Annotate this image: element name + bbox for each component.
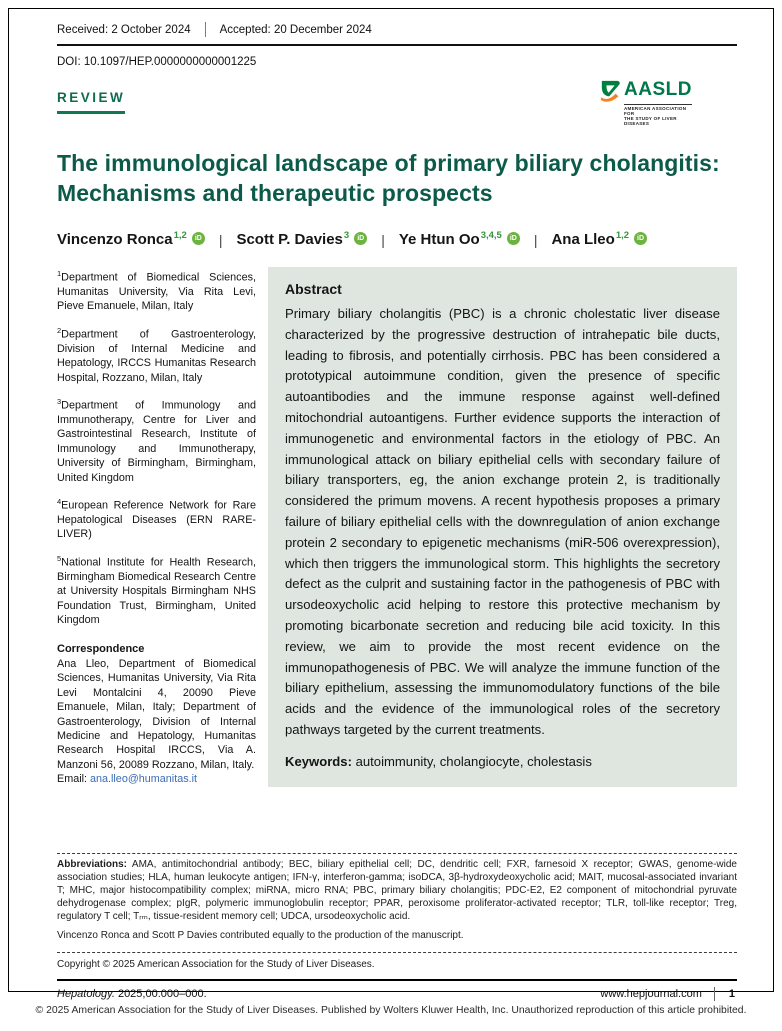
abbreviations-text: AMA, antimitochondrial antibody; BEC, biliary epithelial cell; DC, dendritic cell; FXR, farnesoid X receptor; GWAS, genome-wide association studies; HLA, human leukocyte antigen; IFN-γ, interferon-gamma; isoDCA, 3β-hydroxydeoxycholic acid; MAIT, mucosal-associated invariant T; MHC, major histocompatibility complex; miRNA, micro RNA; PBC, primary biliary cholangitis; PDC-E2, E2 component of mitochondrial pyruvate dehydrogenase complex; pIgR, polymeric immunoglobulin receptor; PPAR, peroxisome proliferator-activated receptor; TLR, toll-like receptor; Treg, regulatory T cell; Tᵣₘ, tissue-resident memory cell; UDCA, ursodeoxycholic acid. (57, 859, 737, 922)
publisher-notice: © 2025 American Association for the Study of Liver Diseases. Published by Wolters Kluwer Health, Inc. Unauthorized reproduction of this article prohibited. (35, 1005, 747, 1016)
orcid-icon[interactable]: iD (354, 232, 367, 245)
title-line-2: Mechanisms and therapeutic prospects (57, 180, 493, 206)
author-affiliation-sup: 1,2 (173, 230, 187, 241)
journal-footer-row (57, 987, 737, 1001)
author-separator: | (533, 231, 538, 248)
footer-rule (57, 979, 737, 982)
keywords-text: autoimmunity, cholangiocyte, cholestasis (351, 753, 592, 769)
contribution-note: Vincenzo Ronca and Scott P Davies contributed equally to the production of the manuscript. (57, 929, 464, 941)
author-name: Ana Lleo (551, 231, 615, 248)
author-name: Scott P. Davies (236, 231, 343, 248)
article-title (57, 148, 737, 208)
orcid-icon[interactable]: iD (634, 232, 647, 245)
author-affiliation-sup: 3,4,5 (480, 230, 502, 241)
affiliation-4 (57, 495, 256, 542)
abstract-heading: Abstract (285, 281, 342, 297)
affiliation-number: 5 (57, 553, 62, 563)
author-name: Ye Htun Oo (398, 231, 480, 248)
keywords-label: Keywords: (285, 753, 352, 769)
orcid-icon[interactable]: iD (192, 232, 205, 245)
page-number: 1 (728, 988, 735, 1001)
affiliation-5 (57, 552, 256, 628)
abstract-box (268, 267, 737, 787)
affiliation-text: European Reference Network for Rare Hepatological Diseases (ERN RARE-LIVER) (57, 499, 256, 541)
abstract-body: Primary biliary cholangitis (PBC) is a chronic cholestatic liver disease characterized by the progressive destruction of intrahepatic bile ducts, leading to fibrosis, and potentially cirrhosis. PBC has been considered a prototypical autoimmune condition, given the presence of specific autoantibodies and the immune response against well-defined mitochondrial autoantigens. Further evidence supports the interaction of immunogenetic and environmental factors in the etiology of PBC. An immunological attack on biliary epithelial cells with secondary failure of biliary transporters, eg, the anion exchange protein 2, is traditionally considered the primum movens. A recent hypothesis proposes a primary failure of biliary epithelial cells with the downregulation of anion exchange protein 2 secondary to epigenetic mechanisms (miR-506 overexpression), which then triggers the immunological storm. This highlights the secretory defect as the culprit and sustaining factor in the pathogenesis of PBC with ursodeoxycholic acid helping to restore this protective mechanism by promoting bicarbonate secretion and reducing bile acid toxicity. In this review, we aim to provide the most recent evidence on the immunopathogenesis of PBC. We will analyze the immune function of the biliary epithelium, assessing the immunomodulatory functions of the bile acids and the evidence of the immunological roles of the secretory pathways targeted by the current treatments. (285, 306, 720, 737)
affiliation-text: Department of Biomedical Sciences, Humanitas University, Via Rita Levi, Pieve Emanuele, Milan, Italy (57, 271, 256, 313)
footnote-dashed-rule-bottom (57, 952, 737, 953)
keywords-line (285, 754, 720, 769)
abbreviations-block (57, 859, 737, 924)
two-column-block (57, 267, 737, 787)
aasld-tagline-line2: THE STUDY OF LIVER DISEASES (624, 116, 677, 126)
affiliation-number: 1 (57, 269, 62, 278)
aasld-tagline-line1: AMERICAN ASSOCIATION FOR (624, 106, 687, 116)
header-rule (57, 44, 737, 46)
affiliation-text: Department of Gastroenterology, Division of Internal Medicine and Hepatology, IRCCS Humanitas Research Hospital, Rozzano, Milan, Italy (57, 328, 256, 384)
aasld-logo (600, 77, 692, 126)
affiliations-column (57, 267, 256, 787)
affiliation-2 (57, 324, 256, 385)
journal-website-link[interactable]: www.hepjournal.com (600, 988, 702, 1001)
journal-citation (57, 988, 600, 1000)
aasld-logo-word: AASLD (624, 79, 692, 100)
received-date: Received: 2 October 2024 (57, 23, 191, 36)
aasld-logo-icon (600, 77, 622, 103)
correspondence-text: Ana Lleo, Department of Biomedical Sciences, Humanitas University, Via Rita Levi Montalcini 4, 20090 Pieve Emanuele, Milan, Italy; Department of Gastroenterology, Division of Internal Medicine and Hepatology, Humanitas Research Hospital IRCCS, Via A. Manzoni 56, 20089 Rozzano, Milan, Italy. (57, 657, 256, 771)
author-scott-davies (236, 231, 367, 248)
affiliation-text: Department of Immunology and Immunotherapy, Centre for Liver and Gastrointestinal Research, Institute of Immunology and Immunotherapy, University of Birmingham, Birmingham, United Kingdom (57, 399, 256, 484)
author-separator: | (218, 231, 223, 248)
journal-name: Hepatology. (57, 988, 115, 1001)
journal-citation-rest: 2025;00:000–000. (114, 988, 207, 1001)
affiliation-1 (57, 267, 256, 314)
received-accepted-row (57, 22, 737, 37)
footer-divider (714, 987, 715, 1001)
affiliation-number: 2 (57, 325, 62, 335)
author-vincenzo-ronca (57, 231, 205, 248)
affiliation-number: 3 (57, 397, 62, 407)
copyright-line: Copyright © 2025 American Association for the Study of Liver Diseases. (57, 958, 375, 970)
accepted-date: Accepted: 20 December 2024 (219, 23, 372, 36)
abbreviations-label: Abbreviations: (57, 859, 128, 870)
footnote-cluster (57, 853, 737, 1001)
affiliation-text: National Institute for Health Research, Birmingham Biomedical Research Centre at University Hospitals Birmingham NHS Foundation Trust, Birmingham, United Kingdom (57, 556, 256, 627)
aasld-logo-tagline (624, 104, 692, 126)
dates-divider (205, 22, 206, 37)
affiliation-3 (57, 395, 256, 485)
author-ye-htun-oo (399, 231, 520, 248)
author-name: Vincenzo Ronca (57, 231, 173, 248)
correspondence-body (57, 657, 256, 787)
doi-line: DOI: 10.1097/HEP.0000000000001225 (57, 56, 257, 68)
author-affiliation-sup: 1,2 (615, 230, 630, 241)
footnote-dashed-rule-top (57, 853, 737, 854)
section-label: REVIEW (57, 90, 126, 105)
email-link[interactable]: ana.lleo@humanitas.it (90, 773, 197, 786)
article-first-page (57, 22, 737, 787)
affiliation-number: 4 (57, 497, 62, 507)
author-affiliation-sup: 3 (343, 230, 350, 241)
section-underline (57, 111, 125, 114)
title-line-1: The immunological landscape of primary biliary cholangitis: (57, 150, 720, 176)
correspondence-heading: Correspondence (57, 642, 145, 655)
email-label: Email: (57, 773, 90, 786)
author-ana-lleo (551, 231, 647, 248)
author-list (57, 231, 737, 248)
orcid-icon[interactable]: iD (507, 232, 520, 245)
author-separator: | (381, 231, 385, 248)
